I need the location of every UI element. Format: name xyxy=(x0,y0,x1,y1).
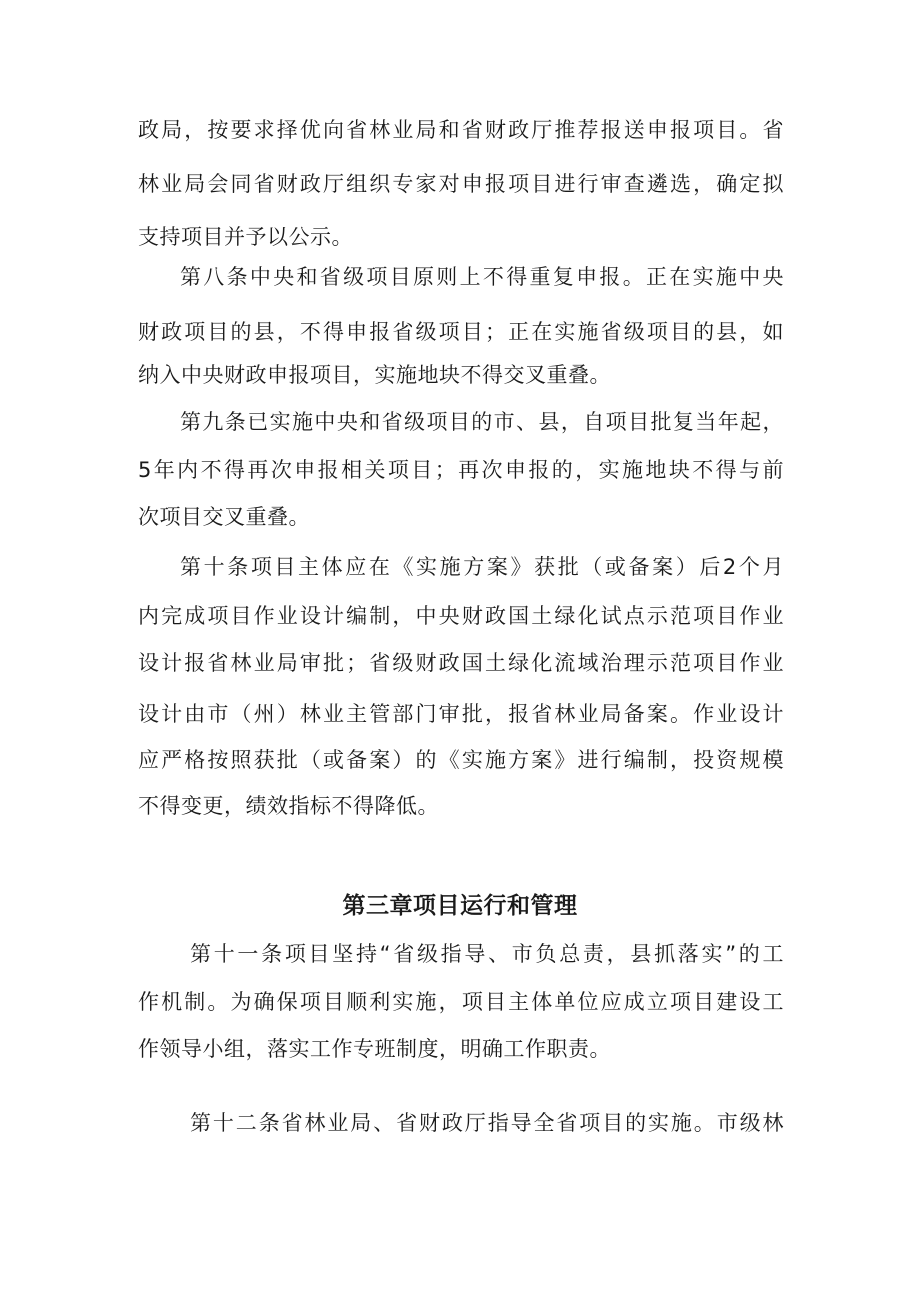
article-10-line: 第十条项目主体应在《实施方案》获批（或备案）后2个月 xyxy=(180,555,784,579)
article-10-line: 设计由市（州）林业主管部门审批，报省林业局备案。作业设计 xyxy=(138,702,784,726)
paragraph-line: 政局，按要求择优向省林业局和省财政厅推荐报送申报项目。省 xyxy=(138,118,784,142)
paragraph-line: 林业局会同省财政厅组织专家对申报项目进行审查遴选，确定拟 xyxy=(138,172,784,196)
article-8-line: 纳入中央财政申报项目，实施地块不得交叉重叠。 xyxy=(138,363,611,387)
article-12-line: 第十二条省林业局、省财政厅指导全省项目的实施。市级林 xyxy=(190,1111,784,1135)
article-11-line: 作领导小组，落实工作专班制度，明确工作职责。 xyxy=(138,1037,611,1061)
article-9-line: 5年内不得再次申报相关项目；再次申报的，实施地块不得与前 xyxy=(138,458,784,482)
article-8-line: 第八条中央和省级项目原则上不得重复申报。正在实施中央 xyxy=(180,265,784,289)
chapter-heading: 第三章项目运行和管理 xyxy=(342,893,578,919)
paragraph-line: 支持项目并予以公示。 xyxy=(138,225,353,249)
article-10-line: 内完成项目作业设计编制，中央财政国土绿化试点示范项目作业 xyxy=(138,604,784,628)
article-10-line: 设计报省林业局审批；省级财政国土绿化流域治理示范项目作业 xyxy=(138,651,784,675)
article-11-line: 第十一条项目坚持“省级指导、市负总责，县抓落实”的工 xyxy=(190,942,784,966)
article-9-line: 第九条已实施中央和省级项目的市、县，自项目批复当年起， xyxy=(180,410,784,434)
article-11-line: 作机制。为确保项目顺利实施，项目主体单位应成立项目建设工 xyxy=(138,990,784,1014)
article-8-line: 财政项目的县，不得申报省级项目；正在实施省级项目的县，如 xyxy=(138,320,784,344)
article-9-line: 次项目交叉重叠。 xyxy=(138,505,310,529)
article-10-line: 不得变更，绩效指标不得降低。 xyxy=(138,794,439,818)
article-10-line: 应严格按照获批（或备案）的《实施方案》进行编制，投资规模 xyxy=(138,748,784,772)
